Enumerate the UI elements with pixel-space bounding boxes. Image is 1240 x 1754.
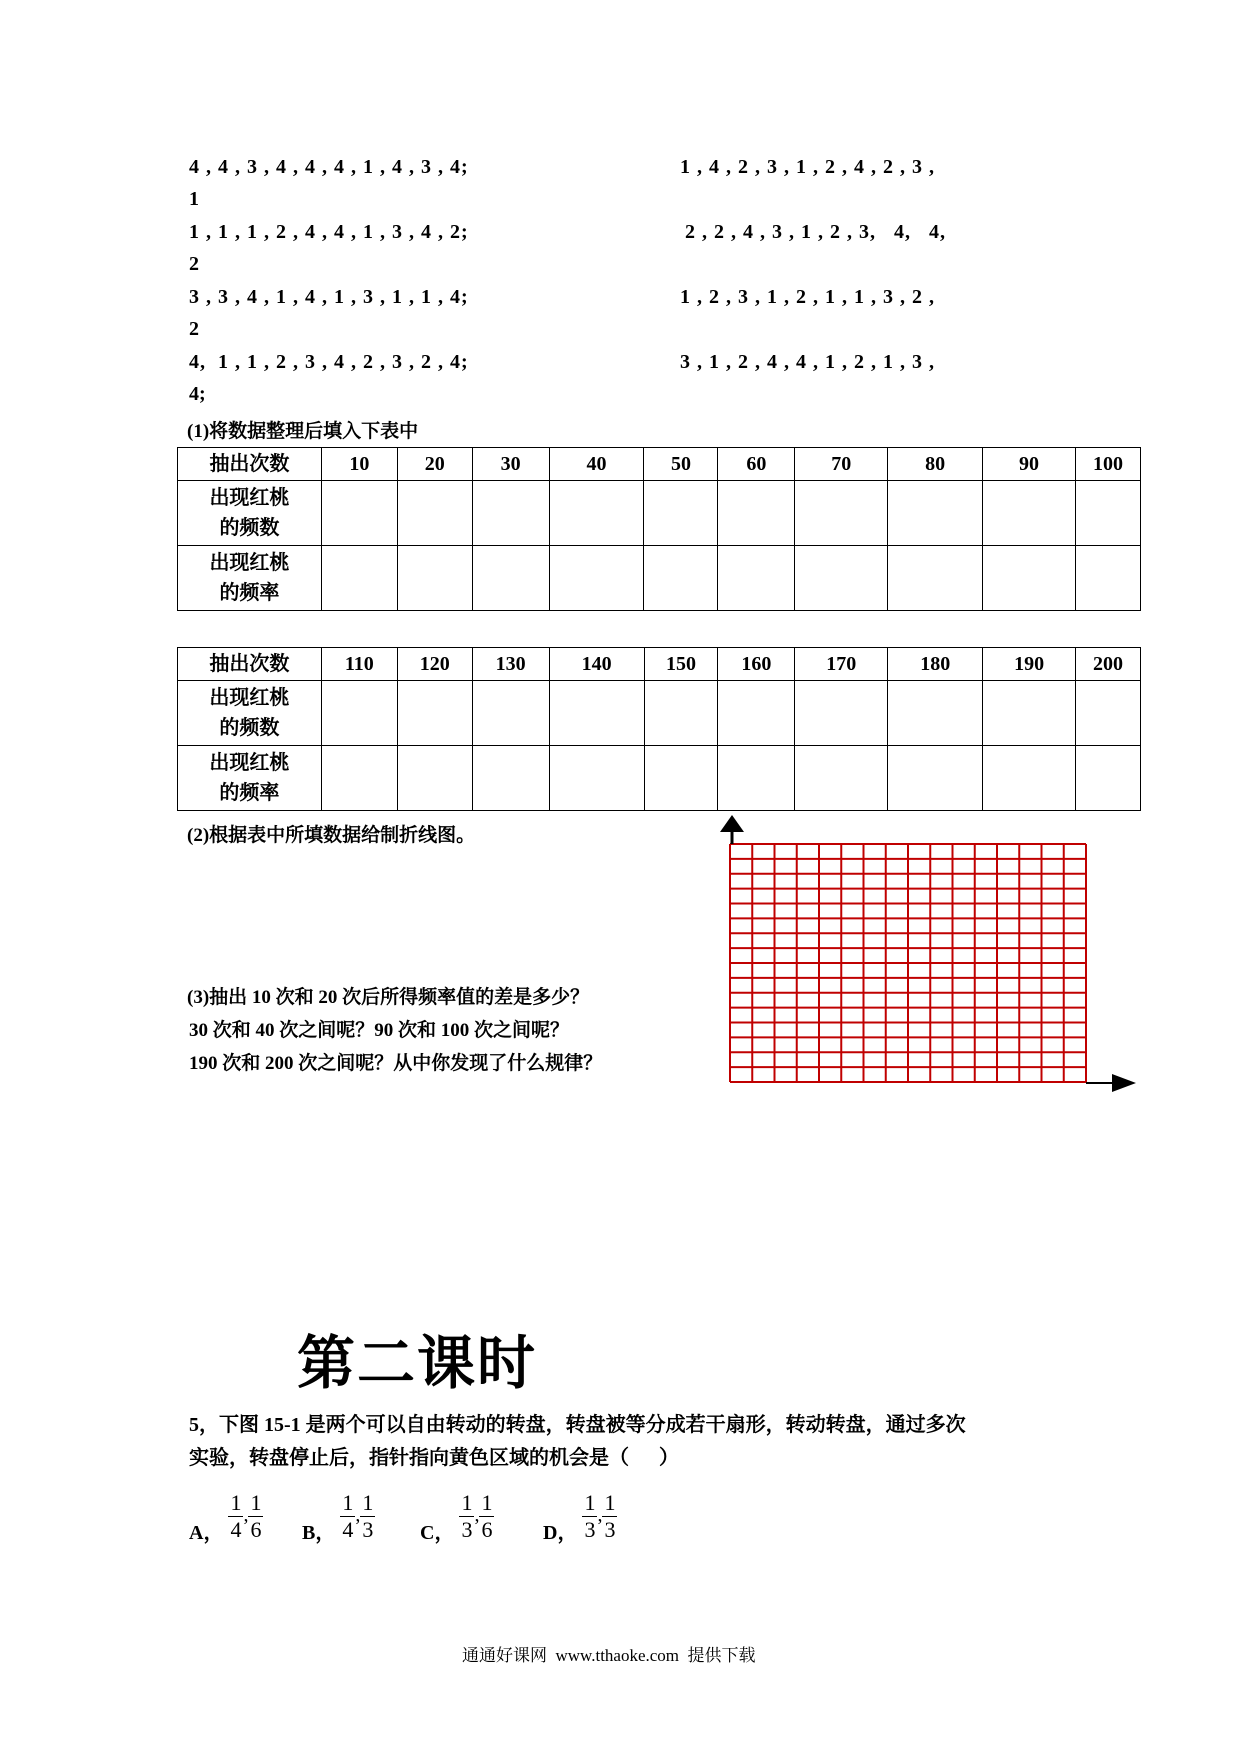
fraction	[228, 1490, 243, 1543]
y-axis-arrow-icon	[720, 815, 744, 832]
header-count: 60	[718, 448, 795, 481]
data-line-4-wrap: 4;	[189, 383, 206, 405]
header-count: 120	[397, 648, 472, 681]
header-count: 80	[888, 448, 983, 481]
header-count: 130	[472, 648, 549, 681]
data-line-3-left: 3 , 3 , 4 , 1 , 4 , 1 , 3 , 1 , 1 , 4;	[189, 286, 469, 308]
data-line-1-left: 4 , 4 , 3 , 4 , 4 , 4 , 1 , 4 , 3 , 4;	[189, 156, 469, 178]
header-count: 190	[983, 648, 1076, 681]
numerator: 1	[604, 1490, 616, 1515]
header-count: 150	[644, 648, 718, 681]
footer-text: 通通好课网 www.tthaoke.com 提供下载	[462, 1646, 756, 1665]
option-label: D，	[543, 1522, 578, 1545]
numerator: 1	[481, 1490, 493, 1515]
question-3-line-1: (3)抽出 10 次和 20 次后所得频率值的差是多少？	[187, 987, 590, 1008]
option-label: C，	[420, 1522, 455, 1545]
header-count: 20	[397, 448, 472, 481]
numerator: 1	[230, 1490, 242, 1515]
data-line-3-wrap: 2	[189, 318, 199, 340]
numerator: 1	[250, 1490, 262, 1515]
row-label: 出现红桃的频数	[178, 481, 322, 546]
header-count: 160	[718, 648, 795, 681]
data-line-4-left: 4, 1 , 1 , 2 , 3 , 4 , 2 , 3 , 2 , 4;	[189, 351, 469, 373]
x-axis-arrow-icon	[1112, 1074, 1136, 1092]
fraction	[340, 1490, 355, 1543]
question-1: (1)将数据整理后填入下表中	[187, 421, 419, 442]
row-label: 出现红桃的频率	[178, 546, 322, 611]
section-title: 第二课时	[297, 1329, 538, 1397]
header-count: 180	[888, 648, 983, 681]
denominator: 3	[604, 1517, 616, 1542]
question-5-line-1: 5，下图 15-1 是两个可以自由转动的转盘，转盘被等分成若干扇形，转动转盘，通过多次	[189, 1414, 966, 1436]
header-count: 140	[549, 648, 644, 681]
header-count: 90	[983, 448, 1076, 481]
option-d[interactable]: D， $\frac{1}{3}$ , $\frac{1}{3}$	[543, 1490, 616, 1545]
denominator: 4	[230, 1517, 242, 1542]
grid-lines	[730, 844, 1086, 1082]
fraction	[582, 1490, 597, 1543]
row-label: 出现红桃的频率	[178, 746, 322, 811]
fraction	[459, 1490, 474, 1543]
row-label: 出现红桃的频数	[178, 681, 322, 746]
numerator: 1	[461, 1490, 473, 1515]
header-count: 200	[1076, 648, 1141, 681]
fraction	[360, 1490, 375, 1543]
header-count: 50	[644, 448, 718, 481]
numerator: 1	[362, 1490, 374, 1515]
fraction	[248, 1490, 263, 1543]
data-line-2-left: 1 , 1 , 1 , 2 , 4 , 4 , 1 , 3 , 4 , 2;	[189, 221, 469, 243]
data-line-3-right: 1 , 2 , 3 , 1 , 2 , 1 , 1 , 3 , 2 ,	[680, 286, 935, 308]
header-label: 抽出次数	[178, 448, 322, 481]
data-line-2-wrap: 2	[189, 253, 199, 275]
question-2: (2)根据表中所填数据给制折线图。	[187, 825, 476, 846]
numerator: 1	[342, 1490, 354, 1515]
option-b[interactable]: B， $\frac{1}{4}$ , $\frac{1}{3}$	[302, 1490, 374, 1545]
denominator: 6	[481, 1517, 493, 1542]
fraction	[602, 1490, 617, 1543]
denominator: 4	[342, 1517, 354, 1542]
denominator: 3	[584, 1517, 596, 1542]
denominator: 6	[250, 1517, 262, 1542]
question-3-line-2: 30 次和 40 次之间呢？90 次和 100 次之间呢？	[189, 1020, 570, 1041]
data-line-1-right: 1 , 4 , 2 , 3 , 1 , 2 , 4 , 2 , 3 ,	[680, 156, 935, 178]
option-c[interactable]: C， $\frac{1}{3}$ , $\frac{1}{6}$	[420, 1490, 493, 1545]
header-label: 抽出次数	[178, 648, 322, 681]
header-count: 40	[549, 448, 644, 481]
data-line-2-right: 2 , 2 , 4 , 3 , 1 , 2 , 3, 4, 4,	[685, 221, 946, 243]
data-line-4-right: 3 , 1 , 2 , 4 , 4 , 1 , 2 , 1 , 3 ,	[680, 351, 935, 373]
header-count: 170	[795, 648, 888, 681]
header-count: 70	[795, 448, 888, 481]
data-line-1-wrap: 1	[189, 188, 199, 210]
denominator: 3	[362, 1517, 374, 1542]
option-label: B，	[302, 1522, 336, 1545]
header-count: 10	[321, 448, 397, 481]
question-3-line-3: 190 次和 200 次之间呢？从中你发现了什么规律？	[189, 1053, 603, 1074]
header-count: 110	[321, 648, 397, 681]
option-label: A，	[189, 1522, 224, 1545]
header-count: 100	[1075, 448, 1140, 481]
question-5-line-2: 实验，转盘停止后，指针指向黄色区域的机会是（ ）	[189, 1447, 679, 1469]
option-a[interactable]: A， $\frac{1}{4}$ , $\frac{1}{6}$	[189, 1490, 262, 1545]
header-count: 30	[472, 448, 549, 481]
numerator: 1	[584, 1490, 596, 1515]
denominator: 3	[461, 1517, 473, 1542]
fraction	[479, 1490, 494, 1543]
